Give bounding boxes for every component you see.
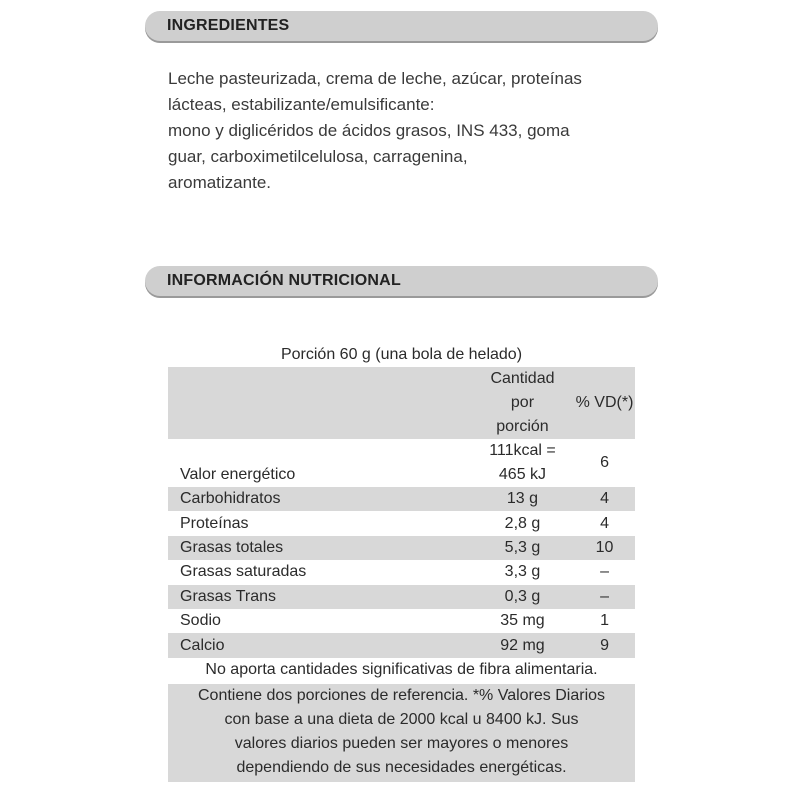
ingredients-line: guar, carboximetilcelulosa, carragenina, xyxy=(168,147,468,166)
nutrient-vd: 4 xyxy=(600,514,609,532)
nutrient-label: Carbohidratos xyxy=(180,490,281,508)
nutrient-vd: – xyxy=(600,563,609,581)
energy-kj: 465 kJ xyxy=(498,466,547,483)
nutrient-label: Grasas Trans xyxy=(180,587,277,605)
nutrient-vd: 1 xyxy=(600,612,609,630)
table-row xyxy=(168,536,635,560)
header-amount-line: Cantidad xyxy=(490,370,555,387)
nutrient-amount: 5,3 g xyxy=(504,538,541,556)
reference-note-line: valores diarios pueden ser mayores o menores xyxy=(234,734,569,752)
nutrient-vd: 9 xyxy=(600,636,609,654)
table-row xyxy=(168,560,635,584)
ingredients-text xyxy=(168,66,648,196)
nutrition-table xyxy=(168,367,635,658)
header-empty-cell xyxy=(168,367,471,439)
nutrient-label: Proteínas xyxy=(180,514,249,532)
energy-label: Valor energético xyxy=(180,466,296,483)
nutrient-amount: 3,3 g xyxy=(504,563,541,581)
table-header-row xyxy=(168,367,635,439)
nutrient-amount: 35 mg xyxy=(500,612,545,630)
portion-label: Porción 60 g (una bola de helado) xyxy=(280,346,523,363)
ingredients-header: INGREDIENTES xyxy=(145,11,658,41)
reference-note-line: dependiendo de sus necesidades energéticas. xyxy=(236,758,567,776)
nutrient-label: Calcio xyxy=(180,636,225,654)
nutrient-label: Sodio xyxy=(180,612,221,630)
energy-kcal: 111kcal = xyxy=(489,442,556,459)
table-row xyxy=(168,511,635,535)
header-amount-line: por xyxy=(510,394,535,411)
nutrition-table-container xyxy=(168,343,635,782)
table-row xyxy=(168,609,635,633)
ingredients-line: Leche pasteurizada, crema de leche, azúcar, proteínas xyxy=(168,69,582,88)
nutrient-label: Grasas totales xyxy=(180,538,284,556)
ingredients-line: aromatizante. xyxy=(168,173,271,192)
energy-vd: 6 xyxy=(600,454,609,471)
nutrient-vd: 10 xyxy=(595,538,614,556)
reference-note-line: con base a una dieta de 2000 kcal u 8400 kJ. Sus xyxy=(224,710,579,728)
nutrition-header: INFORMACIÓN NUTRICIONAL xyxy=(145,266,658,296)
ingredients-line: mono y diglicéridos de ácidos grasos, INS 433, goma xyxy=(168,121,570,140)
nutrient-vd: 4 xyxy=(600,490,609,508)
ingredients-line: lácteas, estabilizante/emulsificante: xyxy=(168,95,435,114)
reference-note-line: Contiene dos porciones de referencia. *% Valores Diarios xyxy=(197,686,606,704)
header-amount-line: porción xyxy=(496,418,549,435)
nutrient-amount: 13 g xyxy=(506,490,539,508)
nutrient-vd: – xyxy=(600,587,609,605)
nutrient-label: Grasas saturadas xyxy=(180,563,307,581)
energy-amount xyxy=(471,439,574,487)
nutrient-amount: 2,8 g xyxy=(504,514,541,532)
table-row xyxy=(168,439,635,487)
nutrient-amount: 92 mg xyxy=(500,636,545,654)
reference-note xyxy=(168,684,635,782)
table-row xyxy=(168,487,635,511)
table-row xyxy=(168,585,635,609)
nutrient-amount: 0,3 g xyxy=(504,587,541,605)
header-vd: % VD(*) xyxy=(575,394,634,411)
table-row xyxy=(168,633,635,657)
fiber-note: No aporta cantidades significativas de fibra alimentaria. xyxy=(205,660,598,678)
header-amount xyxy=(471,367,574,439)
